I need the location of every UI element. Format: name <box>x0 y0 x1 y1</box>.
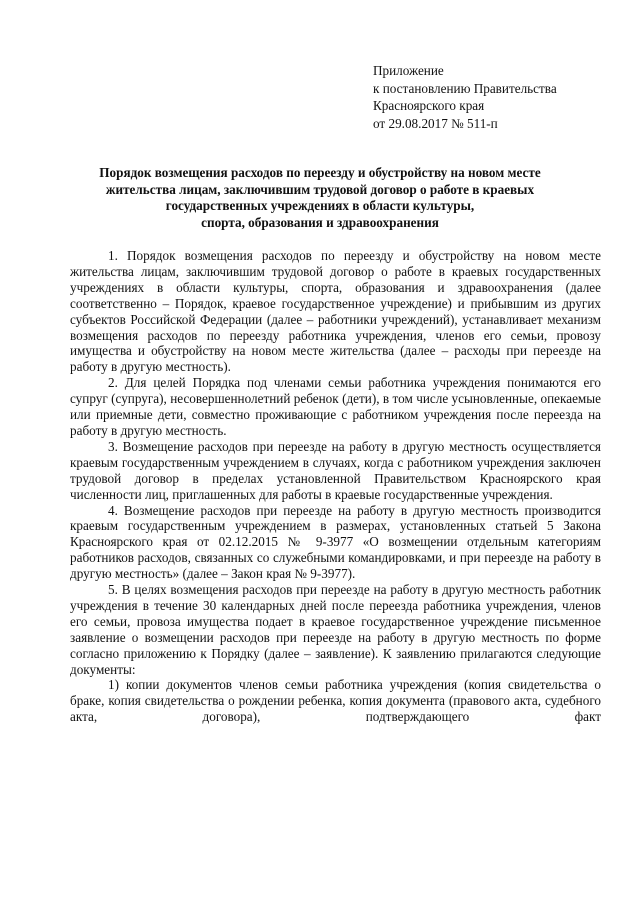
appendix-header <box>373 62 557 132</box>
paragraph-2: 2. Для целей Порядка под членами семьи работника учреждения понимаются его супруг (супруга), несовершеннолетний ребенок (дети), в том числе усыновленные, опекаемые или приемные дети, совместно проживающие с работником учреждения после переезда на работу в другую местность. <box>70 375 601 438</box>
document-title <box>60 165 580 231</box>
appendix-line-2: к постановлению Правительства <box>373 80 557 96</box>
appendix-line-1: Приложение <box>373 63 444 78</box>
title-line-1: Порядок возмещения расходов по переезду и обустройству на новом месте <box>99 165 541 180</box>
paragraph-5-item-1: 1) копии документов членов семьи работника учреждения (копия свидетельства о браке, копия свидетельства о рождении ребенка, копия документа (правового акта, судебного акта, договора), подтверждающего факт <box>70 677 601 725</box>
paragraph-4: 4. Возмещение расходов при переезде на работу в другую местность производится краевым государственным учреждением в размерах, установленных статьей 5 Закона Красноярского края от 02.12.2015 № 9-3977 «О возмещении отдельным категориям работников расходов, связанных со служебными командировками, и при переезде на работу в другую местность» (далее – Закон края № 9-3977). <box>70 502 601 582</box>
appendix-line-3: Красноярского края <box>373 98 485 113</box>
appendix-line-4: от 29.08.2017 № 511-п <box>373 115 498 131</box>
title-line-2: жительства лицам, заключившим трудовой договор о работе в краевых <box>105 181 535 197</box>
document-body <box>70 248 601 725</box>
paragraph-1: 1. Порядок возмещения расходов по переезду и обустройству на новом месте жительства лицам, заключившим трудовой договор о работе в краевых государственных учреждениях в области культуры, спорта, образования и здравоохранения (далее соответственно – Порядок, краевое государственное учреждение) и прибывшим из других субъектов Российской Федерации (далее – работники учреждений), устанавливает механизм возмещения расходов по переезду работника учреждения, членов его семьи, провозу имущества и обустройству на новом месте жительства (далее – расходы при переезде на работу в другую местность). <box>70 248 601 375</box>
paragraph-5: 5. В целях возмещения расходов при переезде на работу в другую местность работник учреждения в течение 30 календарных дней после переезда работника учреждения, членов его семьи, провоза имущества подает в краевое государственное учреждение письменное заявление о возмещении расходов при переезде на работу в другую местность по форме согласно приложению к Порядку (далее – заявление). К заявлению прилагаются следующие документы: <box>70 582 601 677</box>
paragraph-3: 3. Возмещение расходов при переезде на работу в другую местность осуществляется краевым государственным учреждением в случаях, когда с работником учреждения заключен трудовой договор в пределах установленной Правительством Красноярского края численности лиц, приглашенных для работы в краевые государственные учреждения. <box>70 438 601 502</box>
title-line-4: спорта, образования и здравоохранения <box>201 214 439 230</box>
title-line-3: государственных учреждениях в области культуры, <box>165 198 475 213</box>
